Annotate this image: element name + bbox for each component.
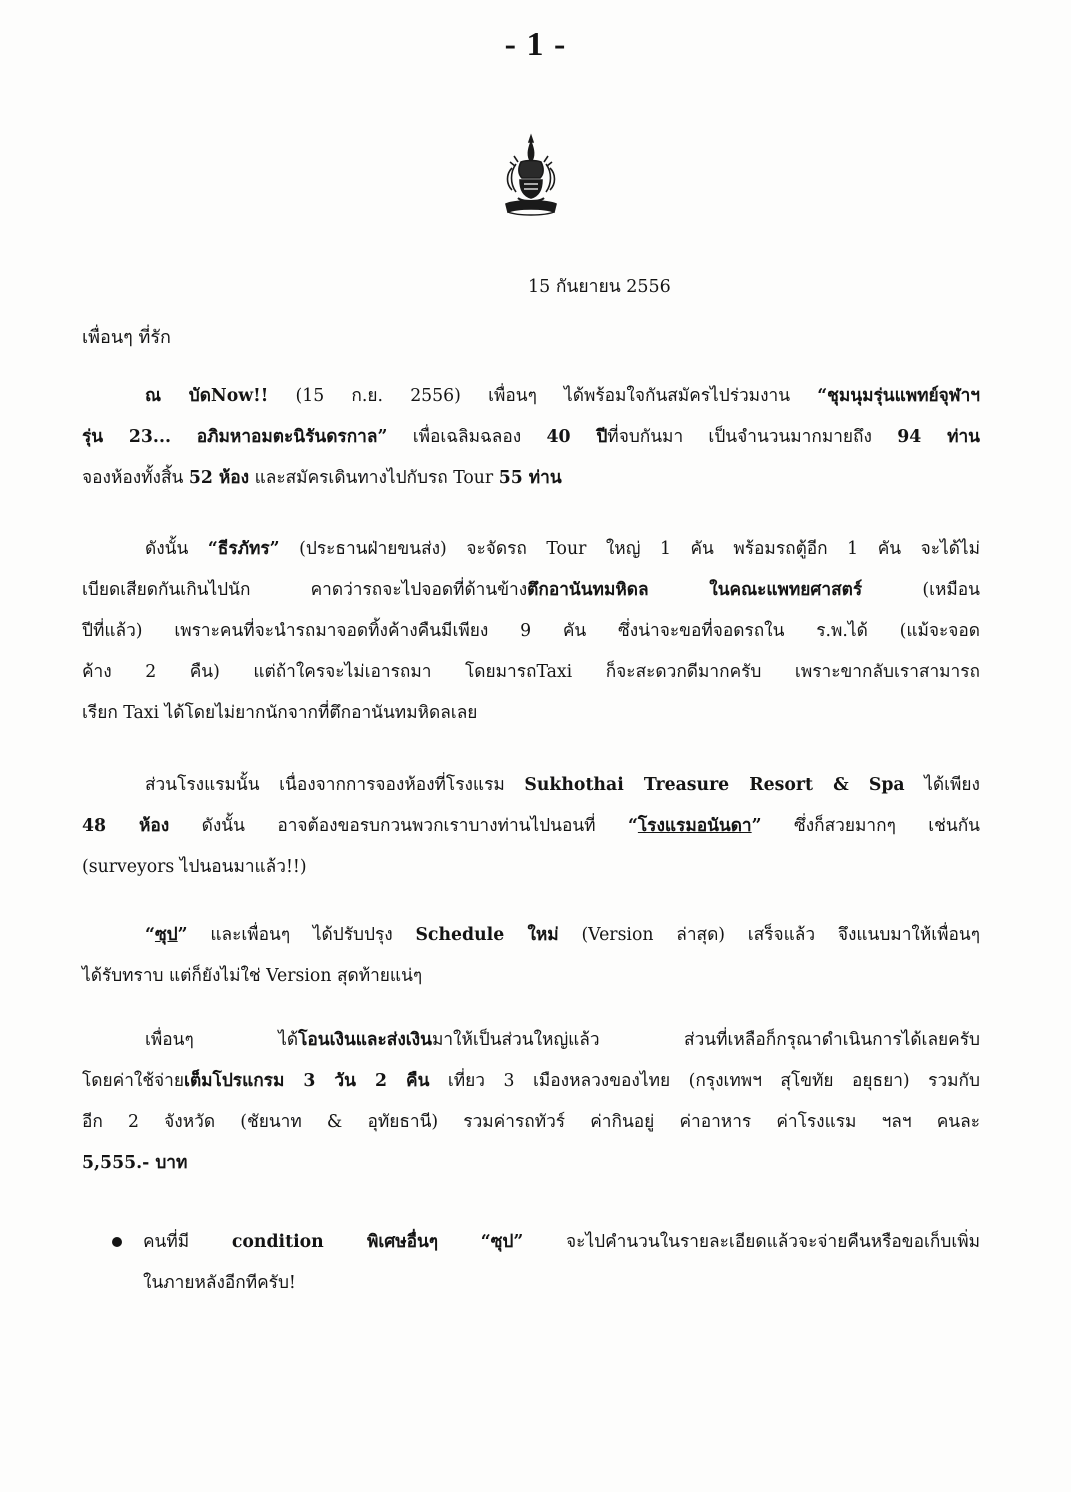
text-span: ที่จบกันมา เป็นจำนวนมากมายถึง (607, 427, 898, 447)
emphasis-text: Sukhothai Treasure Resort & Spa (524, 775, 905, 795)
salutation: เพื่อนๆ ที่รัก (82, 327, 171, 348)
text-line: อีก 2 จังหวัด (ชัยนาท & อุทัยธานี) รวมค่ารถทัวร์ ค่ากินอยู่ ค่าอาหาร ค่าโรงแรม ฯลฯ คนละ (82, 1112, 980, 1132)
text-span: ได้เพียง (904, 775, 980, 795)
text-line: (surveyors ไปนอนมาแล้ว!!) (82, 857, 307, 877)
price-line (82, 1143, 980, 1184)
emphasis-text: ” (751, 816, 762, 836)
text-line: ค้าง 2 คืน) แต่ถ้าใครจะไม่เอารถมา โดยมารถTaxi ก็จะสะดวกดีมากครับ เพราะขากลับเราสามารถ (82, 662, 980, 682)
text-span: ซึ่งก็สวยมากๆ เช่นกัน (761, 816, 980, 836)
text-span: คนที่มี (143, 1232, 232, 1252)
emphasis-text: “ (627, 816, 638, 836)
bullet-text (143, 1222, 980, 1304)
text-span: (เหมือน (862, 580, 980, 600)
emphasis-text: ณ บัดNow!! (145, 386, 269, 406)
emphasis-text: 48 ห้อง (82, 816, 170, 836)
text-span: (ประธานฝ่ายขนส่ง) จะจัดรถ Tour ใหญ่ 1 คัน พร้อมรถตู้อีก 1 คัน จะได้ไม่ (279, 539, 981, 559)
text-span: ดังนั้น (145, 539, 208, 559)
emphasis-text: “ (145, 925, 155, 945)
emphasis-text: ” (177, 925, 188, 945)
emphasis-text: โอนเงินและส่งเงิน (298, 1030, 432, 1050)
paragraph-hotel (82, 765, 980, 888)
paragraph-schedule (82, 915, 980, 997)
emphasis-text: Schedule ใหม่ (415, 925, 559, 945)
text-span: ดังนั้น อาจต้องขอรบกวนพวกเราบางท่านไปนอนที่ (169, 816, 628, 836)
emphasis-text: 55 ท่าน (498, 468, 562, 488)
text-span: เที่ยว 3 เมืองหลวงของไทย (กรุงเทพฯ สุโขทัย อยุธยา) รวมกับ (429, 1071, 980, 1091)
text-span: เพื่อเฉลิมฉลอง (387, 427, 547, 447)
emphasis-text: ตึกอานันทมหิดล ในคณะแพทยศาสตร์ (527, 580, 863, 600)
emphasis-text: เต็มโปรแกรม 3 วัน 2 คืน (184, 1071, 430, 1091)
text-span (438, 1232, 481, 1252)
text-line (82, 570, 980, 611)
text-span: (15 ก.ย. 2556) เพื่อนๆ ได้พร้อมใจกันสมัครไปร่วมงาน (268, 386, 818, 406)
paragraph-payment (82, 1020, 980, 1184)
event-name-bold: “ชุมนุมรุ่นแพทย์จุฬาฯ (817, 386, 980, 406)
paragraph-transport (82, 529, 980, 734)
text-line: ได้รับทราบ แต่ก็ยังไม่ใช่ Version สุดท้ายแน่ๆ (82, 966, 423, 986)
text-span: จองห้องทั้งสิ้น (82, 468, 189, 488)
text-line (82, 458, 980, 499)
text-span: และสมัครเดินทางไปกับรถ Tour (249, 468, 499, 488)
text-span: มาให้เป็นส่วนใหญ่แล้ว ส่วนที่เหลือก็กรุณาดำเนินการได้เลยครับ (431, 1030, 980, 1050)
text-span: (Version ล่าสุด) เสร็จแล้ว จึงแนบมาให้เพื่อนๆ (558, 925, 980, 945)
bullet-point-icon (112, 1237, 122, 1247)
emphasis-text: 52 ห้อง (188, 468, 250, 488)
text-span: เบียดเสียดกันเกินไปนัก คาดว่ารถจะไปจอดที่ด้านข้าง (82, 580, 528, 600)
nickname-underlined: ซุป (154, 925, 178, 945)
text-span: จะไปคำนวนในรายละเอียดแล้วจะจ่ายคืนหรือขอเก็บเพิ่ม (523, 1232, 981, 1252)
text-line (143, 1222, 980, 1263)
emphasis-text: 40 ปี (546, 427, 608, 447)
text-span: และเพื่อนๆ ได้ปรับปรุง (187, 925, 416, 945)
text-line: ปีที่แล้ว) เพราะคนที่จะนำรถมาจอดทิ้งค้างคืนมีเพียง 9 คัน ซึ่งน่าจะขอที่จอดรถใน ร.พ.ได้ (แม้จะจอด (82, 621, 980, 641)
text-line (82, 1061, 980, 1102)
chulalongkorn-emblem-icon (500, 132, 562, 222)
text-line (82, 529, 980, 570)
text-line (82, 376, 980, 417)
text-line: เรียก Taxi ได้โดยไม่ยากนักจากที่ตึกอานันทมหิดลเลย (82, 703, 478, 723)
price-text: 5,555.- บาท (82, 1153, 188, 1173)
text-span: เพื่อนๆ ได้ (145, 1030, 299, 1050)
hotel-name-underlined: โรงแรมอนันดา (637, 816, 752, 836)
letter-date: 15 กันยายน 2556 (528, 277, 671, 297)
emphasis-text: condition พิเศษอื่นๆ (231, 1232, 439, 1252)
event-name-bold: รุ่น 23... อภิมหาอมตะนิรันดรกาล” (82, 427, 388, 447)
text-span: โดยค่าใช้จ่าย (82, 1071, 185, 1091)
emphasis-text: “ซุป” (480, 1232, 524, 1252)
text-line (82, 417, 980, 458)
page-number: - 1 - (504, 26, 567, 63)
text-line (82, 806, 980, 847)
emphasis-text: “ธีรภัทร” (207, 539, 280, 559)
text-line: ในภายหลังอีกทีครับ! (143, 1273, 296, 1293)
text-line (82, 1020, 980, 1061)
text-span: ส่วนโรงแรมนั้น เนื่องจากการจองห้องที่โรงแรม (145, 775, 525, 795)
emphasis-text: 94 ท่าน (897, 427, 980, 447)
text-line (82, 915, 980, 956)
paragraph-registration (82, 376, 980, 499)
text-line (82, 765, 980, 806)
